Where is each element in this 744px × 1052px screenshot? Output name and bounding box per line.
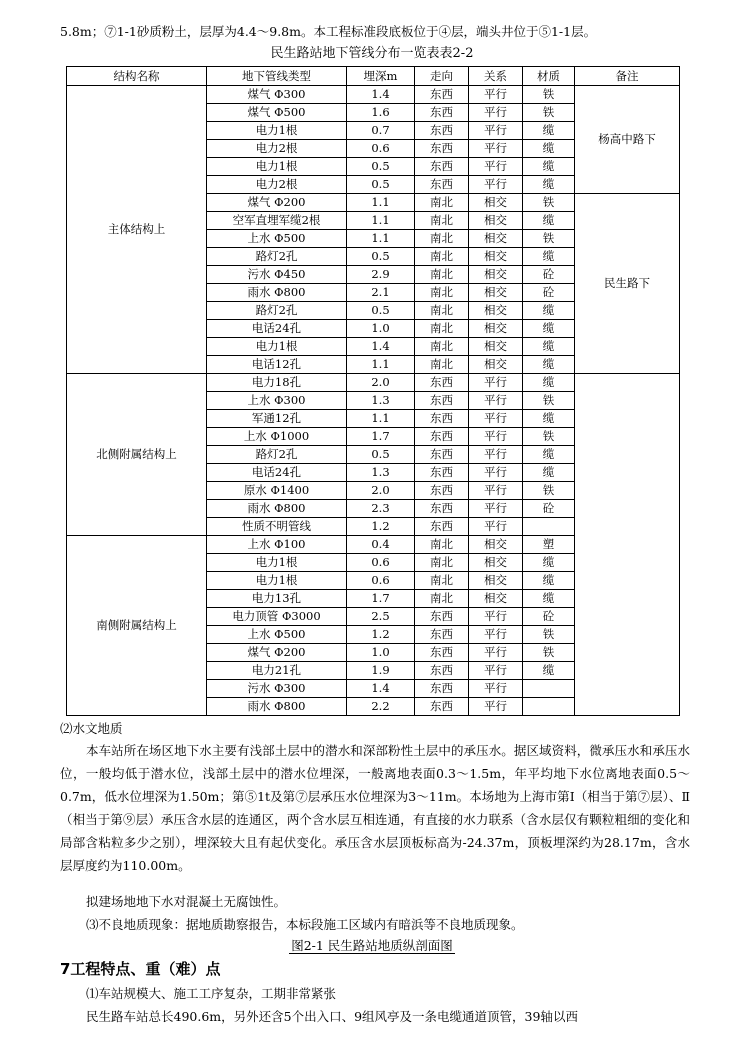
table-cell: 空军直埋军缆2根	[207, 212, 347, 230]
table-cell: 南北	[415, 338, 469, 356]
table-cell: 上水 Φ1000	[207, 428, 347, 446]
table-cell: 军通12孔	[207, 410, 347, 428]
table-cell: 电话24孔	[207, 464, 347, 482]
table-cell: 1.4	[347, 86, 415, 104]
table-cell: 相交	[469, 230, 523, 248]
table-caption: 民生路站地下管线分布一览表表2-2	[270, 46, 474, 61]
table-cell: 缆	[523, 356, 575, 374]
table-cell: 平行	[469, 446, 523, 464]
table-cell: 东西	[415, 518, 469, 536]
table-cell: 相交	[469, 284, 523, 302]
col-header: 结构名称	[67, 67, 207, 86]
table-cell: 2.2	[347, 698, 415, 716]
table-cell: 南北	[415, 284, 469, 302]
table-cell: 2.0	[347, 482, 415, 500]
table-cell: 缆	[523, 590, 575, 608]
table-cell: 缆	[523, 320, 575, 338]
table-cell: 平行	[469, 644, 523, 662]
table-cell: 原水 Φ1400	[207, 482, 347, 500]
table-header-row	[67, 67, 680, 86]
table-cell: 2.0	[347, 374, 415, 392]
remark-cell: 杨高中路下	[575, 86, 680, 194]
table-cell: 铁	[523, 86, 575, 104]
table-cell: 南北	[415, 356, 469, 374]
table-cell: 东西	[415, 644, 469, 662]
table-cell: 相交	[469, 356, 523, 374]
table-cell: 1.7	[347, 428, 415, 446]
table-cell: 2.5	[347, 608, 415, 626]
table-cell: 2.3	[347, 500, 415, 518]
table-cell: 东西	[415, 698, 469, 716]
col-header: 备注	[575, 67, 680, 86]
table-cell: 东西	[415, 158, 469, 176]
table-cell: 电力2根	[207, 176, 347, 194]
table-cell: 路灯2孔	[207, 446, 347, 464]
table-cell: 平行	[469, 410, 523, 428]
table-cell: 0.5	[347, 176, 415, 194]
table-cell: 0.6	[347, 572, 415, 590]
table-cell: 1.7	[347, 590, 415, 608]
table-cell: 平行	[469, 122, 523, 140]
table-cell: 0.5	[347, 248, 415, 266]
table-cell: 南北	[415, 248, 469, 266]
table-cell: 铁	[523, 428, 575, 446]
table-cell: 平行	[469, 680, 523, 698]
table-cell: 平行	[469, 698, 523, 716]
table-cell: 缆	[523, 410, 575, 428]
table-cell: 平行	[469, 104, 523, 122]
table-cell: 电力13孔	[207, 590, 347, 608]
table-cell: 铁	[523, 482, 575, 500]
table-cell: 雨水 Φ800	[207, 500, 347, 518]
table-cell: 铁	[523, 392, 575, 410]
table-cell: 相交	[469, 536, 523, 554]
structure-name-cell: 南侧附属结构上	[67, 536, 207, 716]
structure-name-cell: 主体结构上	[67, 86, 207, 374]
table-cell: 东西	[415, 662, 469, 680]
hydro-title: ⑵水文地质	[60, 721, 123, 736]
table-cell: 煤气 Φ200	[207, 644, 347, 662]
table-cell: 相交	[469, 212, 523, 230]
col-header: 埋深m	[347, 67, 415, 86]
table-cell: 南北	[415, 554, 469, 572]
table-cell: 电力1根	[207, 572, 347, 590]
table-cell: 相交	[469, 590, 523, 608]
table-cell: 南北	[415, 320, 469, 338]
table-cell: 缆	[523, 176, 575, 194]
remark-cell: 民生路下	[575, 194, 680, 374]
table-cell: 污水 Φ450	[207, 266, 347, 284]
table-cell: 东西	[415, 392, 469, 410]
table-cell: 1.1	[347, 410, 415, 428]
table-cell: 相交	[469, 194, 523, 212]
section-heading: 7工程特点、重（难）点	[60, 960, 221, 978]
table-cell: 缆	[523, 464, 575, 482]
bad-geology-label: ⑶不良地质现象：据地质勘察报告，本标段施工区域内有暗浜等不良地质现象。	[86, 917, 524, 932]
table-cell: 缆	[523, 140, 575, 158]
table-cell: 0.4	[347, 536, 415, 554]
table-cell: 相交	[469, 248, 523, 266]
table-cell: 平行	[469, 392, 523, 410]
table-cell: 相交	[469, 302, 523, 320]
table-cell: 1.0	[347, 320, 415, 338]
table-cell: 1.2	[347, 518, 415, 536]
table-cell: 平行	[469, 500, 523, 518]
structure-name-cell: 北侧附属结构上	[67, 374, 207, 536]
table-cell: 铁	[523, 644, 575, 662]
table-cell: 铁	[523, 626, 575, 644]
table-cell: 平行	[469, 428, 523, 446]
table-cell: 缆	[523, 374, 575, 392]
table-cell: 砼	[523, 266, 575, 284]
table-cell: 平行	[469, 518, 523, 536]
table-cell: 东西	[415, 122, 469, 140]
table-cell: 0.5	[347, 302, 415, 320]
table-cell: 1.1	[347, 194, 415, 212]
table-cell: 南北	[415, 590, 469, 608]
table-cell: 电力18孔	[207, 374, 347, 392]
table-cell: 电力1根	[207, 122, 347, 140]
table-cell	[523, 518, 575, 536]
table-cell: 东西	[415, 626, 469, 644]
item1-title	[60, 982, 690, 1005]
table-cell: 2.9	[347, 266, 415, 284]
item1-text	[60, 1005, 690, 1028]
table-cell: 路灯2孔	[207, 248, 347, 266]
table-cell: 1.1	[347, 212, 415, 230]
table-cell: 东西	[415, 482, 469, 500]
table-cell: 缆	[523, 662, 575, 680]
figure-caption-text: 图2-1 民生路站地质纵剖面图	[291, 938, 453, 953]
table-cell: 东西	[415, 176, 469, 194]
table-cell: 0.5	[347, 158, 415, 176]
table-cell: 南北	[415, 194, 469, 212]
item1-title-text: ⑴车站规模大、施工工序复杂，工期非常紧张	[86, 986, 337, 1001]
bad-geology-text	[60, 913, 690, 936]
table-cell: 电力2根	[207, 140, 347, 158]
table-cell: 平行	[469, 626, 523, 644]
table-row	[67, 86, 680, 104]
table-cell: 平行	[469, 464, 523, 482]
table-cell: 平行	[469, 140, 523, 158]
table-cell: 南北	[415, 266, 469, 284]
table-cell: 平行	[469, 176, 523, 194]
table-cell: 东西	[415, 428, 469, 446]
table-cell: 南北	[415, 212, 469, 230]
table-cell: 上水 Φ300	[207, 392, 347, 410]
table-cell: 煤气 Φ500	[207, 104, 347, 122]
table-cell: 缆	[523, 554, 575, 572]
table-cell: 东西	[415, 86, 469, 104]
table-cell: 1.0	[347, 644, 415, 662]
col-header: 材质	[523, 67, 575, 86]
table-cell: 东西	[415, 500, 469, 518]
table-cell	[523, 698, 575, 716]
table-cell: 缆	[523, 302, 575, 320]
table-cell: 平行	[469, 158, 523, 176]
table-cell: 铁	[523, 104, 575, 122]
table-cell: 东西	[415, 104, 469, 122]
table-cell: 电力21孔	[207, 662, 347, 680]
table-cell: 南北	[415, 572, 469, 590]
table-cell: 缆	[523, 248, 575, 266]
table-cell: 1.1	[347, 230, 415, 248]
col-header: 地下管线类型	[207, 67, 347, 86]
remark-cell	[575, 374, 680, 716]
table-cell: 0.5	[347, 446, 415, 464]
table-cell: 1.9	[347, 662, 415, 680]
item1-text-body: 民生路车站总长490.6m，另外还含5个出入口、9组风亭及一条电缆通道顶管，39轴以西	[86, 1009, 578, 1024]
pipeline-table	[66, 66, 680, 716]
table-cell: 平行	[469, 662, 523, 680]
table-cell: 东西	[415, 608, 469, 626]
table-cell: 1.4	[347, 680, 415, 698]
table-cell: 煤气 Φ300	[207, 86, 347, 104]
table-cell: 东西	[415, 410, 469, 428]
table-cell: 雨水 Φ800	[207, 698, 347, 716]
table-cell: 1.1	[347, 356, 415, 374]
table-cell: 平行	[469, 482, 523, 500]
table-cell: 塑	[523, 536, 575, 554]
table-cell: 铁	[523, 230, 575, 248]
table-cell: 铁	[523, 194, 575, 212]
hydro-paragraph-text: 本车站所在场区地下水主要有浅部土层中的潜水和深部粉性土层中的承压水。据区域资料，微承压水和承压水位，一般均低于潜水位，浅部土层中的潜水位埋深，一般离地表面0.3～1.5m，年平均地下水位离地表面0.5～0.7m，低水位埋深为1.50m；第⑤1t及第⑦层承压水位埋深为3～11m。本场地为上海市第Ⅰ（相当于第⑦层）、Ⅱ（相当于第⑨层）承压含水层的连通区，两个含水层互相连通，有直接的水力联系（含水层仅有颗粒粗细的变化和局部含粘粒多少之别），埋深较大且有起伏变化。承压含水层顶板标高为-24.37m，顶板埋深约为28.17m，含水层厚度约为110.00m。	[60, 743, 690, 873]
table-cell: 南北	[415, 302, 469, 320]
figure-caption	[0, 937, 744, 955]
table-cell: 相交	[469, 572, 523, 590]
col-header: 走向	[415, 67, 469, 86]
hydro-paragraph-2-text: 拟建场地地下水对混凝土无腐蚀性。	[86, 894, 287, 909]
table-cell: 上水 Φ500	[207, 230, 347, 248]
table-cell: 雨水 Φ800	[207, 284, 347, 302]
table-cell: 平行	[469, 608, 523, 626]
col-header: 关系	[469, 67, 523, 86]
table-cell: 缆	[523, 446, 575, 464]
table-cell: 电话24孔	[207, 320, 347, 338]
table-cell: 1.6	[347, 104, 415, 122]
table-cell: 1.4	[347, 338, 415, 356]
table-cell: 电话12孔	[207, 356, 347, 374]
table-cell: 砼	[523, 608, 575, 626]
table-cell: 南北	[415, 230, 469, 248]
table-cell: 东西	[415, 464, 469, 482]
hydro-paragraph	[60, 739, 690, 877]
table-cell: 缆	[523, 158, 575, 176]
table-cell: 缆	[523, 122, 575, 140]
table-cell: 平行	[469, 86, 523, 104]
table-cell: 煤气 Φ200	[207, 194, 347, 212]
table-cell: 路灯2孔	[207, 302, 347, 320]
table-cell: 缆	[523, 572, 575, 590]
table-cell: 1.2	[347, 626, 415, 644]
table-cell: 东西	[415, 140, 469, 158]
intro-line: 5.8m；⑦1-1砂质粉土，层厚为4.4～9.8m。本工程标准段底板位于④层，端头井位于⑤1-1层。	[60, 24, 597, 39]
table-cell: 2.1	[347, 284, 415, 302]
table-cell: 电力顶管 Φ3000	[207, 608, 347, 626]
table-cell: 平行	[469, 374, 523, 392]
table-cell: 上水 Φ500	[207, 626, 347, 644]
table-cell: 相交	[469, 320, 523, 338]
table-cell: 上水 Φ100	[207, 536, 347, 554]
table-cell: 南北	[415, 536, 469, 554]
table-cell: 电力1根	[207, 158, 347, 176]
table-cell: 东西	[415, 374, 469, 392]
table-cell: 污水 Φ300	[207, 680, 347, 698]
hydro-paragraph-2	[60, 890, 690, 913]
table-cell: 电力1根	[207, 554, 347, 572]
table-cell	[523, 680, 575, 698]
table-cell: 缆	[523, 338, 575, 356]
table-cell: 东西	[415, 446, 469, 464]
table-cell: 1.3	[347, 464, 415, 482]
table-cell: 缆	[523, 212, 575, 230]
table-cell: 0.6	[347, 554, 415, 572]
table-cell: 砼	[523, 284, 575, 302]
table-cell: 相交	[469, 554, 523, 572]
table-cell: 东西	[415, 680, 469, 698]
table-cell: 砼	[523, 500, 575, 518]
table-row	[67, 374, 680, 392]
table-cell: 0.6	[347, 140, 415, 158]
table-cell: 性质不明管线	[207, 518, 347, 536]
table-cell: 0.7	[347, 122, 415, 140]
table-cell: 相交	[469, 338, 523, 356]
table-cell: 相交	[469, 266, 523, 284]
table-cell: 电力1根	[207, 338, 347, 356]
table-cell: 1.3	[347, 392, 415, 410]
